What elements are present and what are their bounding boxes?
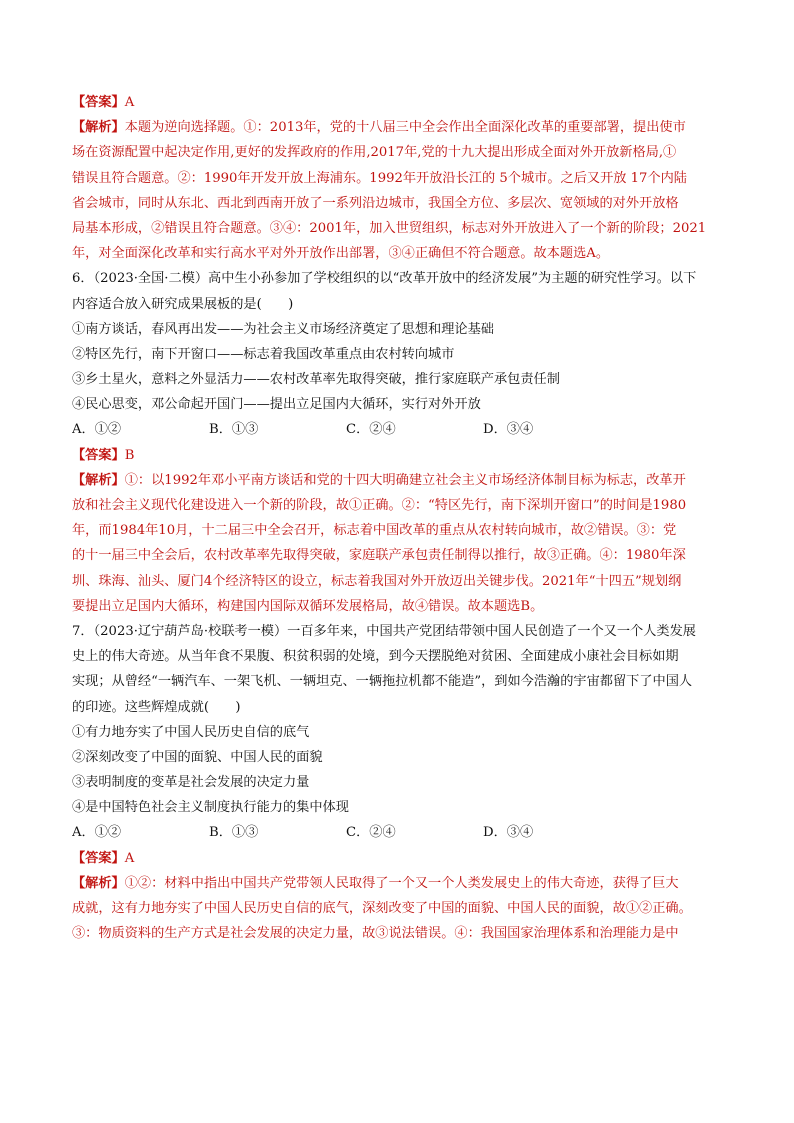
q6-option-d: D．③④ <box>483 422 534 438</box>
answer-tag: 【答案】 <box>72 95 125 110</box>
answer-tag: 【答案】 <box>72 850 125 866</box>
analysis-text: ①②：材料中指出中国共产党带领人民取得了一个又一个人类发展史上的伟大奇迹，获得了巨大 <box>124 875 679 891</box>
q6-analysis-line-6: 要提出立足国内大循环，构建国内国际双循环发展格局，故④错误。故本题选B。 <box>72 598 544 614</box>
q7-option-d: D．③④ <box>483 825 534 841</box>
q7-stem-line-3: 实现；从曾经“一辆汽车、一架飞机、一辆坦克、一辆拖拉机都不能造”，到如今浩瀚的宇宙都留下了中国人 <box>72 674 693 690</box>
q6-analysis-line-4: 的十一届三中全会后，农村改革率先取得突破，家庭联产承包责任制得以推行，故③正确。④：1980年深 <box>72 548 686 564</box>
q7-analysis-line-1 <box>72 871 726 896</box>
q7-analysis-line-2: 成就，这有力地夯实了中国人民历史自信的底气，深刻改变了中国的面貌、中国人民的面貌，故①②正确。 <box>72 901 692 916</box>
q6-statement-3: ③乡土星火，意料之外显活力——农村改革率先取得突破，推行家庭联产承包责任制 <box>72 372 560 388</box>
answer-value: A <box>124 850 135 866</box>
q7-option-b: B．①③ <box>209 825 259 841</box>
analysis-tag: 【解析】 <box>72 875 125 891</box>
q6-analysis-line-2: 放和社会主义现代化建设进入一个新的阶段，故①正确。②：“特区先行，南下深圳开窗口”的时间是1980 <box>72 498 687 513</box>
q6-analysis-line-3: 年，而1984年10月，十二届三中全会召开，标志着中国改革的重点从农村转向城市，故②错误。③：党 <box>72 523 677 539</box>
q7-stem-line-2: 史上的伟大奇迹。从当年食不果腹、积贫积弱的处境，到今天摆脱绝对贫困、全面建成小康社会目标如期 <box>72 649 679 665</box>
q5-analysis-line-3: 错误且符合题意。②：1990年开发开放上海浦东。1992年开放沿长江的 5个城市。之后又开放 17个内陆 <box>72 170 687 186</box>
q5-analysis-line-2: 场在资源配置中起决定作用,更好的发挥政府的作用,2017年,党的十九大提出形成全面对外开放新格局,① <box>72 145 677 161</box>
q6-statement-4: ④民心思变，邓公命起开国门——提出立足国内大循环，实行对外开放 <box>72 397 481 413</box>
q7-stem-line-1: 7．（2023·辽宁葫芦岛·校联考一模）一百多年来，中国共产党团结带领中国人民创造了一个又一个人类发展 <box>72 623 696 639</box>
analysis-text: ①：以1992年邓小平南方谈话和党的十四大明确建立社会主义市场经济体制目标为标志，改革开 <box>124 472 686 488</box>
analysis-tag: 【解析】 <box>72 120 125 136</box>
q6-answer-line <box>72 443 726 468</box>
q6-options <box>72 417 726 442</box>
q6-option-c: C．②④ <box>346 422 396 438</box>
q7-statement-1: ①有力地夯实了中国人民历史自信的底气 <box>72 724 310 740</box>
q6-option-b: B．①③ <box>209 422 259 438</box>
q6-option-a: A．①② <box>72 422 122 438</box>
q7-statement-3: ③表明制度的变革是社会发展的决定力量 <box>72 775 310 791</box>
q7-analysis-line-3: ③：物质资料的生产方式是社会发展的决定力量，故③说法错误。④：我国国家治理体系和治理能力是中 <box>72 926 679 942</box>
answer-value: A <box>124 95 135 110</box>
answer-value: B <box>124 447 135 463</box>
answer-tag: 【答案】 <box>72 447 125 463</box>
q6-analysis-line-1 <box>72 468 726 493</box>
q7-statement-2: ②深刻改变了中国的面貌、中国人民的面貌 <box>72 749 323 765</box>
analysis-text: 本题为逆向选择题。①：2013年，党的十八届三中全会作出全面深化改革的重要部署，提出使市 <box>124 120 686 136</box>
q5-analysis-line-6: 年，对全面深化改革和实行高水平对外开放作出部署，③④正确但不符合题意。故本题选A。 <box>72 246 610 262</box>
page-content <box>72 90 726 946</box>
q5-answer-line <box>72 90 726 115</box>
q7-answer-line <box>72 846 726 871</box>
q6-statement-1: ①南方谈话，春风再出发——为社会主义市场经济奠定了思想和理论基础 <box>72 321 494 337</box>
q6-statement-2: ②特区先行，南下开窗口——标志着我国改革重点由农村转向城市 <box>72 346 455 362</box>
q6-analysis-line-5: 圳、珠海、汕头、厦门4个经济特区的设立，标志着我国对外开放迈出关键步伐。2021年“十四五”规划纲 <box>72 573 682 589</box>
q5-analysis-line-1 <box>72 115 726 140</box>
q6-stem-line-2: 内容适合放入研究成果展板的是( ) <box>72 296 294 312</box>
q7-stem-line-4: 的印迹。这些辉煌成就( ) <box>72 699 241 715</box>
q5-analysis-line-4: 省会城市，同时从东北、西北到西南开放了一系列沿边城市，我国全方位、多层次、宽领域的对外开放格 <box>72 195 679 211</box>
q7-option-a: A．①② <box>72 825 122 841</box>
q7-options <box>72 820 726 845</box>
q5-analysis-line-5: 局基本形成，②错误且符合题意。③④：2001年，加入世贸组织，标志对外开放进入了一个新的阶段；2021 <box>72 220 707 236</box>
analysis-tag: 【解析】 <box>72 472 125 488</box>
q7-statement-4: ④是中国特色社会主义制度执行能力的集中体现 <box>72 800 349 816</box>
q6-stem-line-1: 6．（2023·全国·二模）高中生小孙参加了学校组织的以“改革开放中的经济发展”为主题的研究性学习。以下 <box>72 271 697 287</box>
q7-option-c: C．②④ <box>346 825 396 841</box>
